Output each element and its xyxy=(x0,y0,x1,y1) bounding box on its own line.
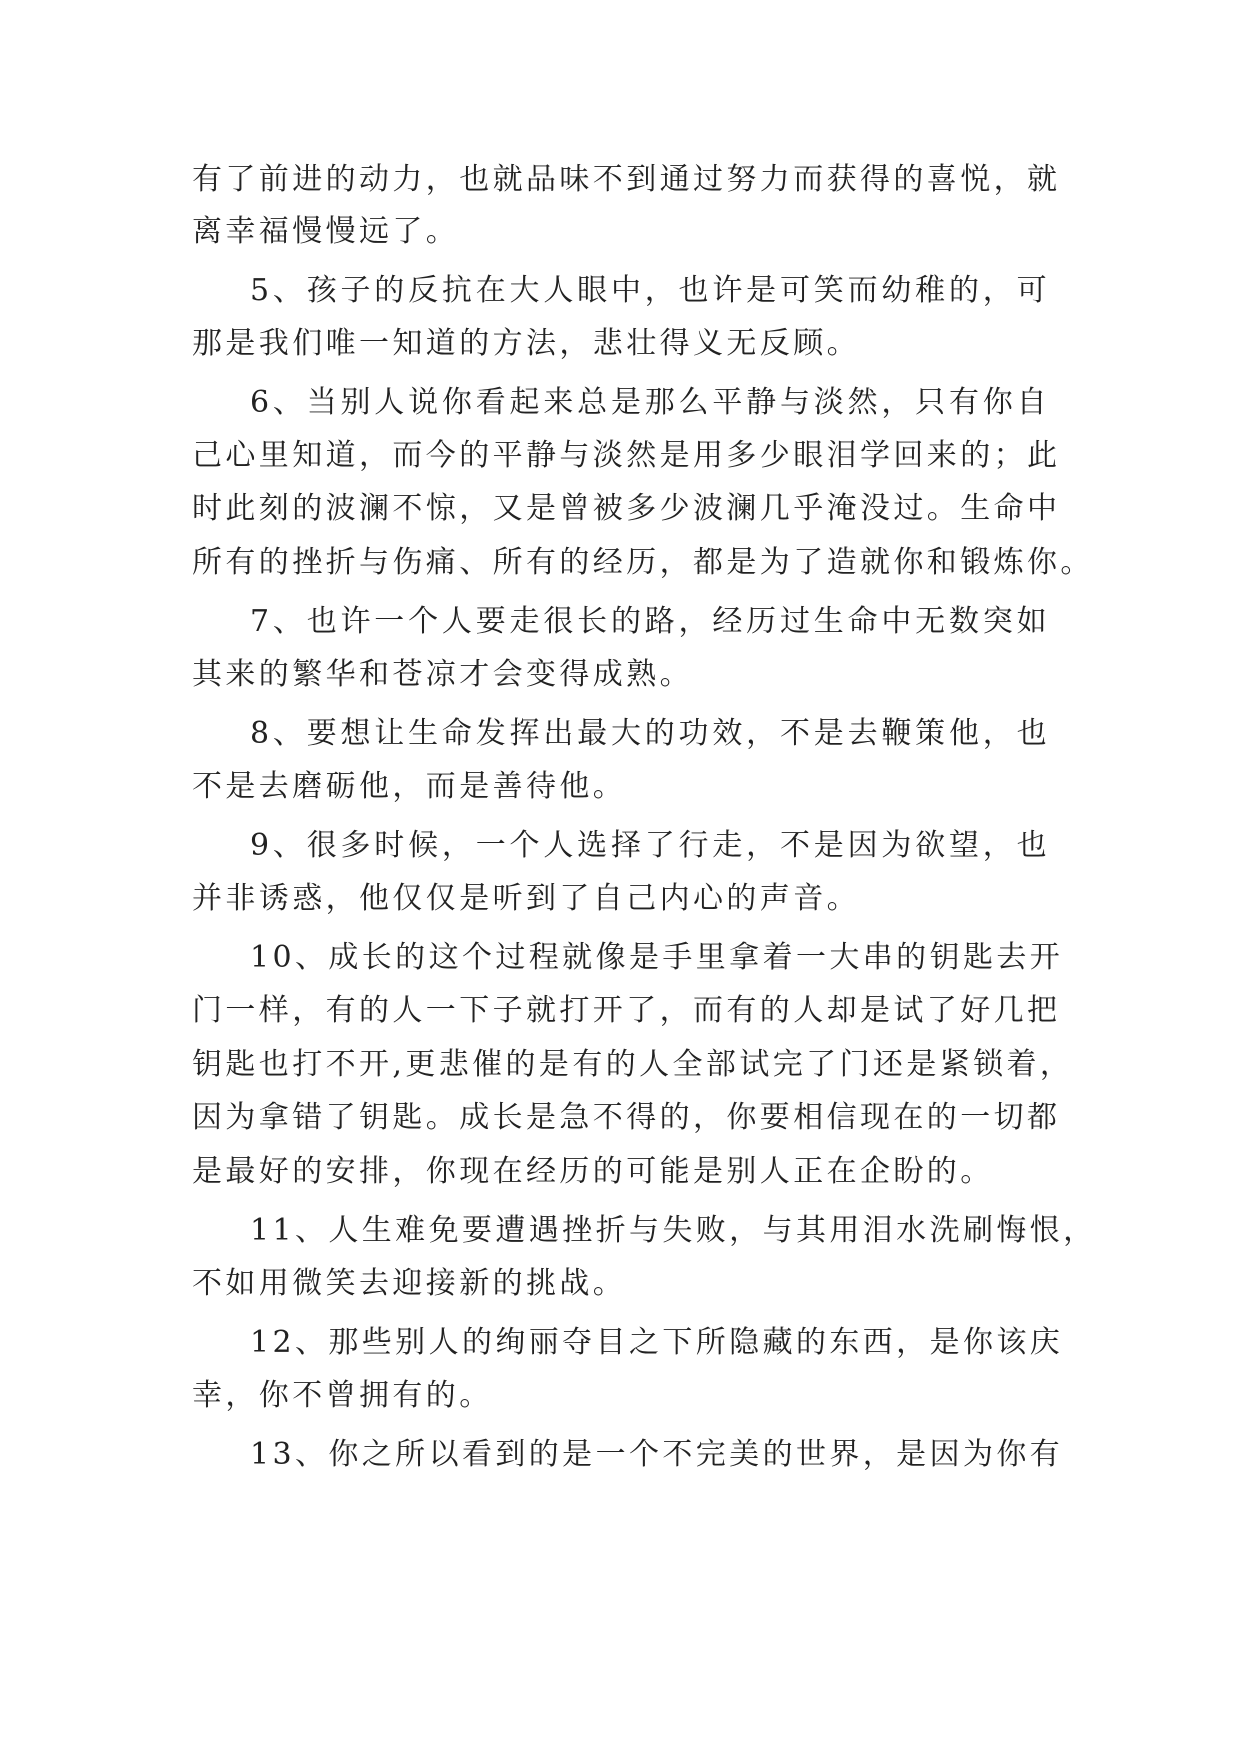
text-line: 离幸福慢慢远了。 xyxy=(192,214,460,249)
text-line: 6、当别人说你看起来总是那么平静与淡然，只有你自 xyxy=(250,385,1050,420)
text-line: 有了前进的动力，也就品味不到通过努力而获得的喜悦，就 xyxy=(192,162,1061,197)
text-line: 因为拿错了钥匙。成长是急不得的，你要相信现在的一切都 xyxy=(192,1100,1061,1135)
text-line: 10、成长的这个过程就像是手里拿着一大串的钥匙去开 xyxy=(250,940,1064,975)
text-line: 不如用微笑去迎接新的挑战。 xyxy=(192,1266,627,1301)
text-line: 钥匙也打不开,更悲催的是有的人全部试完了门还是紧锁着， xyxy=(192,1047,1074,1082)
text-line: 7、也许一个人要走很长的路，经历过生命中无数突如 xyxy=(250,604,1050,639)
text-line: 所有的挫折与伤痛、所有的经历，都是为了造就你和锻炼你。 xyxy=(192,545,1094,580)
text-line: 那是我们唯一知道的方法，悲壮得义无反顾。 xyxy=(192,326,860,361)
text-line: 门一样，有的人一下子就打开了，而有的人却是试了好几把 xyxy=(192,993,1061,1028)
text-line: 不是去磨砺他，而是善待他。 xyxy=(192,769,627,804)
text-line: 8、要想让生命发挥出最大的功效，不是去鞭策他，也 xyxy=(250,716,1050,751)
text-line: 己心里知道，而今的平静与淡然是用多少眼泪学回来的；此 xyxy=(192,438,1061,473)
text-line: 并非诱惑，他仅仅是听到了自己内心的声音。 xyxy=(192,881,860,916)
text-line: 11、人生难免要遭遇挫折与失败，与其用泪水洗刷悔恨， xyxy=(250,1213,1097,1248)
text-line: 12、那些别人的绚丽夺目之下所隐藏的东西，是你该庆 xyxy=(250,1325,1064,1360)
text-line: 时此刻的波澜不惊，又是曾被多少波澜几乎淹没过。生命中 xyxy=(192,491,1061,526)
text-line: 是最好的安排，你现在经历的可能是别人正在企盼的。 xyxy=(192,1154,994,1189)
text-line: 其来的繁华和苍凉才会变得成熟。 xyxy=(192,657,693,692)
text-line: 13、你之所以看到的是一个不完美的世界，是因为你有 xyxy=(250,1437,1064,1472)
text-line: 9、很多时候，一个人选择了行走，不是因为欲望，也 xyxy=(250,828,1050,863)
text-line: 幸，你不曾拥有的。 xyxy=(192,1378,493,1413)
text-line: 5、孩子的反抗在大人眼中，也许是可笑而幼稚的，可 xyxy=(250,273,1050,308)
